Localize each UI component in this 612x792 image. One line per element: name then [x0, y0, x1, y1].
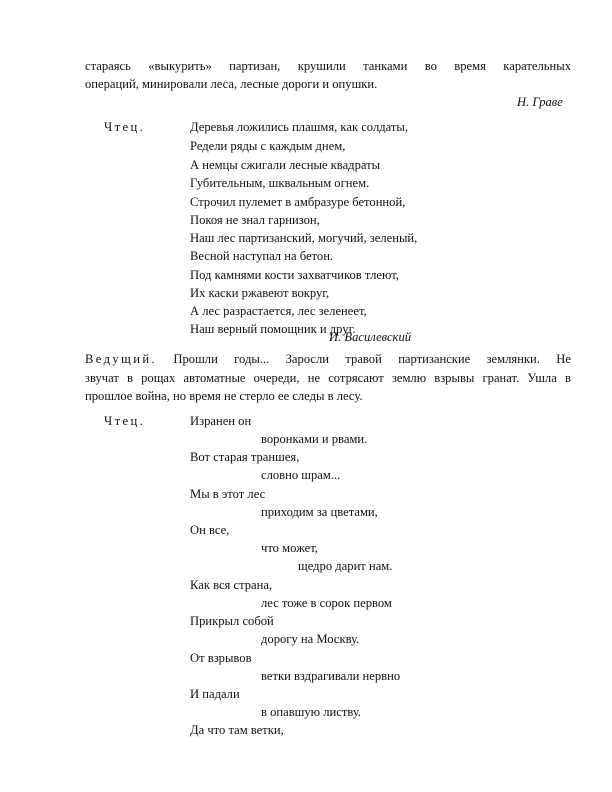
poem1-line: А лес разрастается, лес зеленеет, [190, 304, 367, 318]
intro-word: танками [363, 59, 408, 73]
host-word: сотрясают [328, 370, 384, 385]
poem2-line: От взрывов [190, 651, 252, 665]
host-word: годы... [234, 352, 270, 366]
poem1-line: Деревья ложились плашмя, как солдаты, [190, 120, 409, 134]
intro-word: крушили [297, 59, 346, 73]
poem2-line: что может, [261, 541, 318, 555]
poem2-line: ветки вздрагивали нервно [261, 669, 401, 683]
poem2-line: дорогу на Москву. [261, 632, 360, 646]
poem2-line: Как вся страна, [190, 578, 273, 592]
poem1-line: Наш лес партизанский, могучий, зеленый, [190, 231, 418, 245]
poem1-line: А немцы сжигали лесные квадраты [190, 158, 381, 172]
poem2-line: И падали [190, 687, 240, 701]
host-line-2 [85, 369, 571, 388]
intro-word: во [424, 59, 437, 73]
speaker-reader-1: Чтец. [104, 120, 146, 134]
author-vasilevsky: И. Василевский [329, 330, 412, 344]
host-word: землю [391, 370, 427, 385]
host-word: не [307, 370, 321, 385]
poem1-line: Их каски ржавеют вокруг, [190, 286, 330, 300]
poem2-line: в опавшую листву. [261, 705, 362, 719]
author-grave: Н. Граве [517, 95, 563, 109]
host-word: в [127, 370, 133, 385]
intro-word: стараясь [85, 59, 131, 73]
intro-paragraph [85, 57, 571, 93]
poem1-line: Наш верный помощник и друг. [190, 322, 356, 336]
host-word: автоматные [183, 370, 246, 385]
intro-word: карательных [503, 59, 571, 73]
poem2-line: Мы в этот лес [190, 487, 266, 501]
host-paragraph [85, 350, 571, 406]
speaker-reader-2: Чтец. [104, 414, 146, 428]
host-word: Прошли [173, 352, 218, 366]
intro-line-2: операций, минировали леса, лесные дороги и опушки. [85, 77, 378, 91]
poem1-line: Редели ряды с каждым днем, [190, 139, 346, 153]
poem1-line: Покоя не знал гарнизон, [190, 213, 320, 227]
intro-word: партизан, [229, 59, 281, 73]
poem2-line: щедро дарит нам. [298, 559, 393, 573]
poem2-line: лес тоже в сорок первом [261, 596, 392, 610]
intro-line-1 [85, 57, 571, 75]
poem1-line: Губительным, шквальным огнем. [190, 176, 370, 190]
poem1-line: Под камнями кости захватчиков тлеют, [190, 268, 399, 282]
poem1-line: Весной наступал на бетон. [190, 249, 334, 263]
poem2-line: Изранен он [190, 414, 252, 428]
poem2-line: Да что там ветки, [190, 723, 284, 737]
speaker-host: Ведущий. [85, 352, 158, 366]
host-word: рощах [141, 370, 176, 385]
poem2-line: Прикрыл собой [190, 614, 274, 628]
poem2-line: приходим за цветами, [261, 505, 378, 519]
poem2-line: словно шрам... [261, 468, 341, 482]
host-word: взрывы [434, 370, 475, 385]
host-line-3: прошлое война, но время не стерло ее следы в лесу. [85, 389, 363, 403]
host-word: Заросли [285, 352, 330, 366]
poem2-line: Он все, [190, 523, 230, 537]
host-word: травой [345, 352, 382, 366]
host-word: партизанские [398, 352, 471, 366]
host-word: в [564, 370, 571, 385]
poem1-line: Строчил пулемет в амбразуре бетонной, [190, 195, 406, 209]
host-word: очереди, [253, 370, 300, 385]
host-word: землянки. [486, 352, 540, 366]
intro-word: время [454, 59, 486, 73]
intro-word: «выкурить» [148, 59, 212, 73]
host-word: гранат. [482, 370, 520, 385]
host-word: Ушла [527, 370, 557, 385]
host-word: Не [556, 352, 571, 366]
host-word: звучат [85, 370, 119, 385]
poem2-line: Вот старая траншея, [190, 450, 300, 464]
host-line-1 [85, 350, 571, 369]
poem2-line: воронками и рвами. [261, 432, 368, 446]
